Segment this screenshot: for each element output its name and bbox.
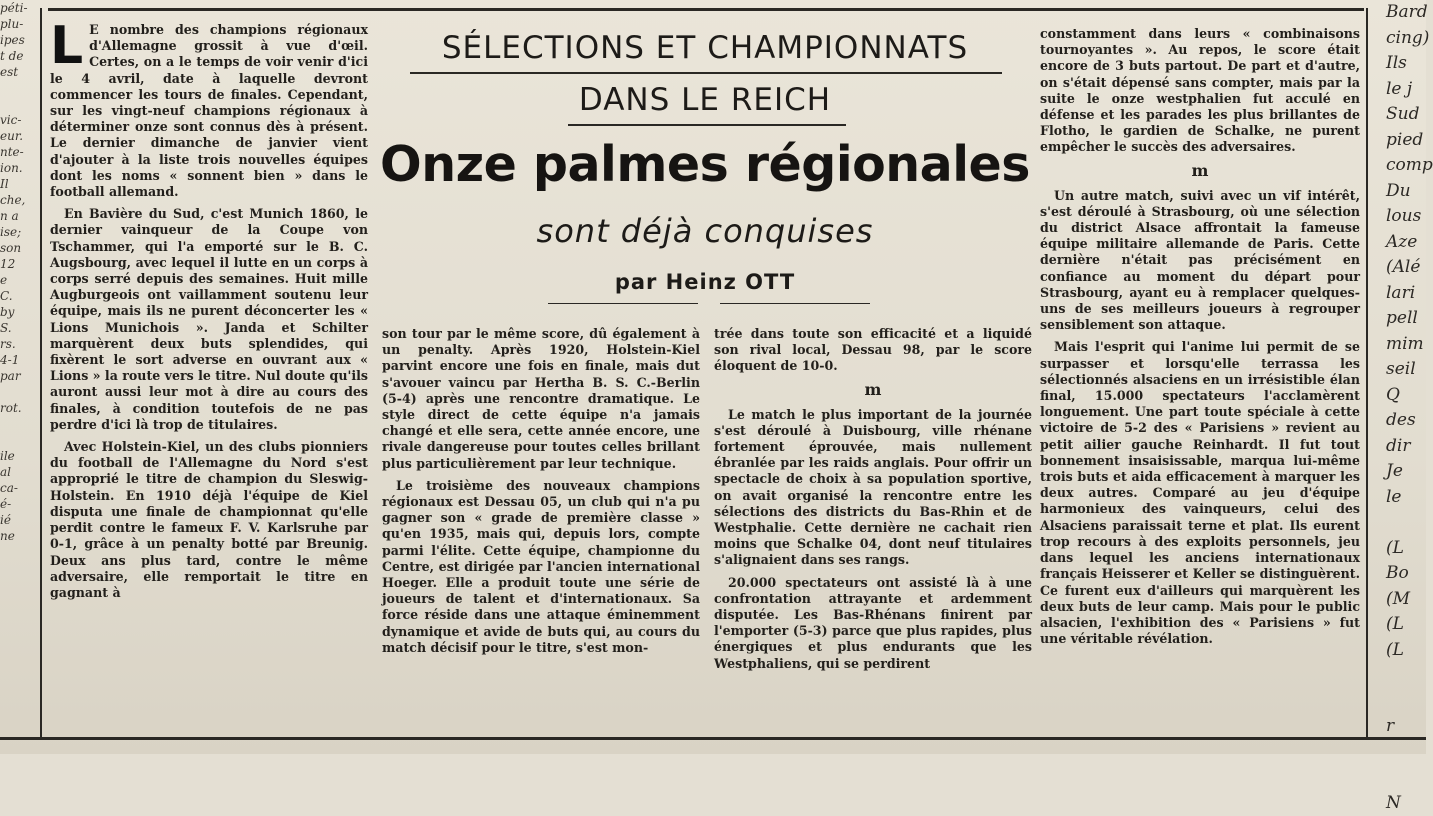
fragment-line	[0, 640, 40, 656]
fragment-line: 12	[0, 256, 40, 272]
fragment-line: by	[0, 304, 40, 320]
fragment-line: S.	[0, 320, 40, 336]
byline: par Heinz OTT	[392, 270, 1018, 294]
fragment-line: ipes	[0, 32, 40, 48]
fragment-line: Je	[1386, 459, 1426, 485]
fragment-line: che,	[0, 192, 40, 208]
fragment-line: (L	[1386, 536, 1426, 562]
fragment-line: mim	[1386, 332, 1426, 358]
fragment-line: eur.	[0, 128, 40, 144]
fragment-line: pied	[1386, 128, 1426, 154]
fragment-line: (L	[1386, 612, 1426, 638]
lead-paragraph: L E nombre des champions régionaux d'Allemagne grossit à vue d'œil. Certes, on a le temps de voir venir d'ici le 4 avril, date à laquelle devront commencer les tours de finales. Cependant, sur les vingt-neuf champions régionaux à déterminer onze sont connus dès à présent. Le dernier dimanche de janvier vient d'ajouter à la liste trois nouvelles équipes dont les noms « sonnent bien » dans le football allemand.	[50, 22, 368, 200]
fragment-line: comp	[1386, 153, 1426, 179]
fragment-line: rs.	[0, 336, 40, 352]
headline: Onze palmes régionales	[380, 136, 1030, 193]
fragment-line: Sud	[1386, 102, 1426, 128]
paragraph: 20.000 spectateurs ont assisté là à une confrontation attrayante et ardemment disputée. Les Bas-Rhénans finirent par l'emporter (5-3) parce que plus rapides, plus énergiques et plus endurants que les Westphaliens, qui se perdirent	[714, 575, 1032, 672]
paragraph: Le match le plus important de la journée s'est déroulé à Duisbourg, ville rhénane fortement éprouvée, mais nullement ébranlée par les raids anglais. Pour offrir un spectacle de choix à sa population sportive, on avait organisé la rencontre entre les sélections des districts du Bas-Rhin et de Westphalie. Cette dernière ne cachait rien moins que Schalke 04, dont neuf titulaires s'alignaient dans ses rangs.	[714, 407, 1032, 569]
column-4	[1040, 26, 1360, 724]
fragment-line	[1386, 663, 1426, 689]
fragment-line: t de	[0, 48, 40, 64]
fragment-line: ié	[0, 512, 40, 528]
kicker-line-2: DANS LE REICH	[392, 82, 1018, 118]
section-ornament: m	[1040, 162, 1360, 180]
fragment-line	[1386, 689, 1426, 715]
paragraph: trée dans toute son efficacité et a liquidé son rival local, Dessau 98, par le score éloquent de 10-0.	[714, 326, 1032, 375]
fragment-line: est	[0, 64, 40, 80]
right-border-rule	[1366, 8, 1368, 738]
fragment-line: lous	[1386, 204, 1426, 230]
fragment-line: lari	[1386, 281, 1426, 307]
fragment-line: Du	[1386, 179, 1426, 205]
drop-cap: L	[50, 24, 83, 68]
paragraph: constamment dans leurs « combinaisons tournoyantes ». Au repos, le score était encore de 3 buts partout. De part et d'autre, on s'était dépensé sans compter, mais par la suite le onze westphalien fut acculé en défense et les parades les plus brillantes de Flotho, le gardien de Schalke, ne purent empêcher le succès des adversaires.	[1040, 26, 1360, 156]
section-ornament: m	[714, 381, 1032, 399]
column-3	[714, 326, 1032, 718]
paragraph: Un autre match, suivi avec un vif intérêt, s'est déroulé à Strasbourg, où une sélection du district Alsace affrontait la fameuse équipe militaire allemande de Paris. Cette dernière n'était pas précisément en confiance au moment du départ pour Strasbourg, ayant eu à remplacer quelques-uns de ses meilleurs joueurs à regrouper sensiblement son attaque.	[1040, 188, 1360, 334]
fragment-line	[0, 656, 40, 672]
fragment-line: Q	[1386, 383, 1426, 409]
fragment-line	[0, 96, 40, 112]
left-neighbour-column-fragment	[0, 0, 40, 754]
fragment-line	[0, 608, 40, 624]
fragment-line: n a	[0, 208, 40, 224]
fragment-line: (L	[1386, 638, 1426, 664]
fragment-line: plu-	[0, 16, 40, 32]
fragment-line: cing)	[1386, 26, 1426, 52]
fragment-line: ise;	[0, 224, 40, 240]
bottom-border-rule	[0, 737, 1426, 740]
fragment-line	[0, 576, 40, 592]
fragment-line: nte-	[0, 144, 40, 160]
paragraph: Mais l'esprit qui l'anime lui permit de se surpasser et lorsqu'elle terrassa les sélectionnés alsaciens en un irrésistible élan final, 15.000 spectateurs l'acclamèrent longuement. Une part toute spéciale à cette victoire de 5-2 des « Parisiens » revient au petit ailier gauche Reinhardt. Il fut tout bonnement insaisissable, marqua lui-même trois buts et aida efficacement à marquer les deux autres. Comparé au jeu d'équipe harmonieux des vainqueurs, celui des Alsaciens paraissait terne et plat. Ils eurent trop recours à des exploits personnels, jeu dans lequel les anciens internationaux français Heisserer et Keller se distinguèrent. Ce furent eux d'ailleurs qui marquèrent les deux buts de leur camp. Mais pour le public alsacien, l'exhibition des « Parisiens » fut une véritable révélation.	[1040, 339, 1360, 647]
byline-rule-right	[720, 303, 870, 304]
subheadline: sont déjà conquises	[392, 212, 1018, 250]
fragment-line	[1386, 510, 1426, 536]
fragment-line	[0, 80, 40, 96]
fragment-line	[0, 416, 40, 432]
paragraph: son tour par le même score, dû également à un penalty. Après 1920, Holstein-Kiel parvint encore une fois en finale, mais dut s'avouer vaincu par Hertha B. S. C.-Berlin (5-4) après une rencontre dramatique. Le style direct de cette équipe n'a jamais changé et elle sera, cette année encore, une rivale dangereuse pour toutes celles brillant plus particulièrement par leur technique.	[382, 326, 700, 472]
fragment-line	[0, 592, 40, 608]
fragment-line: vic-	[0, 112, 40, 128]
left-border-rule	[40, 8, 42, 738]
paragraph: En Bavière du Sud, c'est Munich 1860, le dernier vainqueur de la Coupe von Tschammer, qui l'a emporté sur le B. C. Augsbourg, avec lequel il lutte en un corps à corps serré depuis des semaines. Huit mille Augburgeois ont vaillamment soutenu leur équipe, mais ils ne purent déconcerter les « Lions Munichois ». Janda et Schilter marquèrent deux buts splendides, qui fixèrent le sort adverse en ouvrant aux « Lions » la route vers le titre. Nul doute qu'ils auront aussi leur mot à dire au cours des finales, à condition toutefois de ne pas perdre d'ici là trop de titulaires.	[50, 206, 368, 433]
fragment-line: Bard	[1386, 0, 1426, 26]
fragment-line: Il	[0, 176, 40, 192]
fragment-line: N	[1386, 791, 1426, 816]
fragment-line	[0, 432, 40, 448]
top-border-rule	[48, 8, 1364, 11]
fragment-line: C.	[0, 288, 40, 304]
fragment-line: seil	[1386, 357, 1426, 383]
fragment-line: r	[1386, 714, 1426, 740]
fragment-line: é-	[0, 496, 40, 512]
fragment-line	[0, 544, 40, 560]
fragment-line	[0, 672, 40, 688]
fragment-line	[0, 560, 40, 576]
fragment-line: (M	[1386, 587, 1426, 613]
fragment-line: des	[1386, 408, 1426, 434]
fragment-line: péti-	[0, 0, 40, 16]
fragment-line	[1386, 740, 1426, 766]
fragment-line: rot.	[0, 400, 40, 416]
kicker-line-1: SÉLECTIONS ET CHAMPIONNATS	[392, 30, 1018, 66]
paragraph: Le troisième des nouveaux champions régionaux est Dessau 05, un club qui n'a pu gagner son « grade de première classe » qu'en 1935, mais qui, depuis lors, compte parmi l'élite. Cette équipe, championne du Centre, est dirigée par l'ancien international Hoeger. Elle a produit toute une série de joueurs de talent et d'internationaux. Sa force réside dans une attaque éminemment dynamique et avide de buts qui, au cours du match décisif pour le titre, s'est mon-	[382, 478, 700, 656]
fragment-line: pell	[1386, 306, 1426, 332]
fragment-line: al	[0, 464, 40, 480]
fragment-line	[0, 624, 40, 640]
fragment-line: Bo	[1386, 561, 1426, 587]
fragment-line: Aze	[1386, 230, 1426, 256]
fragment-line	[1386, 765, 1426, 791]
kicker-underline-2	[568, 124, 846, 126]
fragment-line: Ils	[1386, 51, 1426, 77]
column-1	[50, 22, 368, 718]
right-neighbour-column-fragment	[1378, 0, 1426, 754]
fragment-line: ca-	[0, 480, 40, 496]
fragment-line: (Alé	[1386, 255, 1426, 281]
fragment-line: ion.	[0, 160, 40, 176]
fragment-line: par	[0, 368, 40, 384]
fragment-line: 4-1	[0, 352, 40, 368]
fragment-line: le	[1386, 485, 1426, 511]
fragment-line: son	[0, 240, 40, 256]
kicker-underline-1	[410, 72, 1002, 74]
column-2	[382, 326, 700, 718]
fragment-line: ile	[0, 448, 40, 464]
fragment-line: e	[0, 272, 40, 288]
byline-rule-left	[548, 303, 698, 304]
fragment-line: dir	[1386, 434, 1426, 460]
fragment-line: ne	[0, 528, 40, 544]
fragment-line: le j	[1386, 77, 1426, 103]
paragraph: Avec Holstein-Kiel, un des clubs pionniers du football de l'Allemagne du Nord s'est approprié le titre de champion du Sleswig-Holstein. En 1910 déjà l'équipe de Kiel disputa une finale de championnat qu'elle perdit contre le fameux F. V. Karlsruhe par 0-1, grâce à un penalty botté par Breunig. Deux ans plus tard, contre le même adversaire, elle remportait le titre en gagnant à	[50, 439, 368, 601]
fragment-line	[0, 384, 40, 400]
